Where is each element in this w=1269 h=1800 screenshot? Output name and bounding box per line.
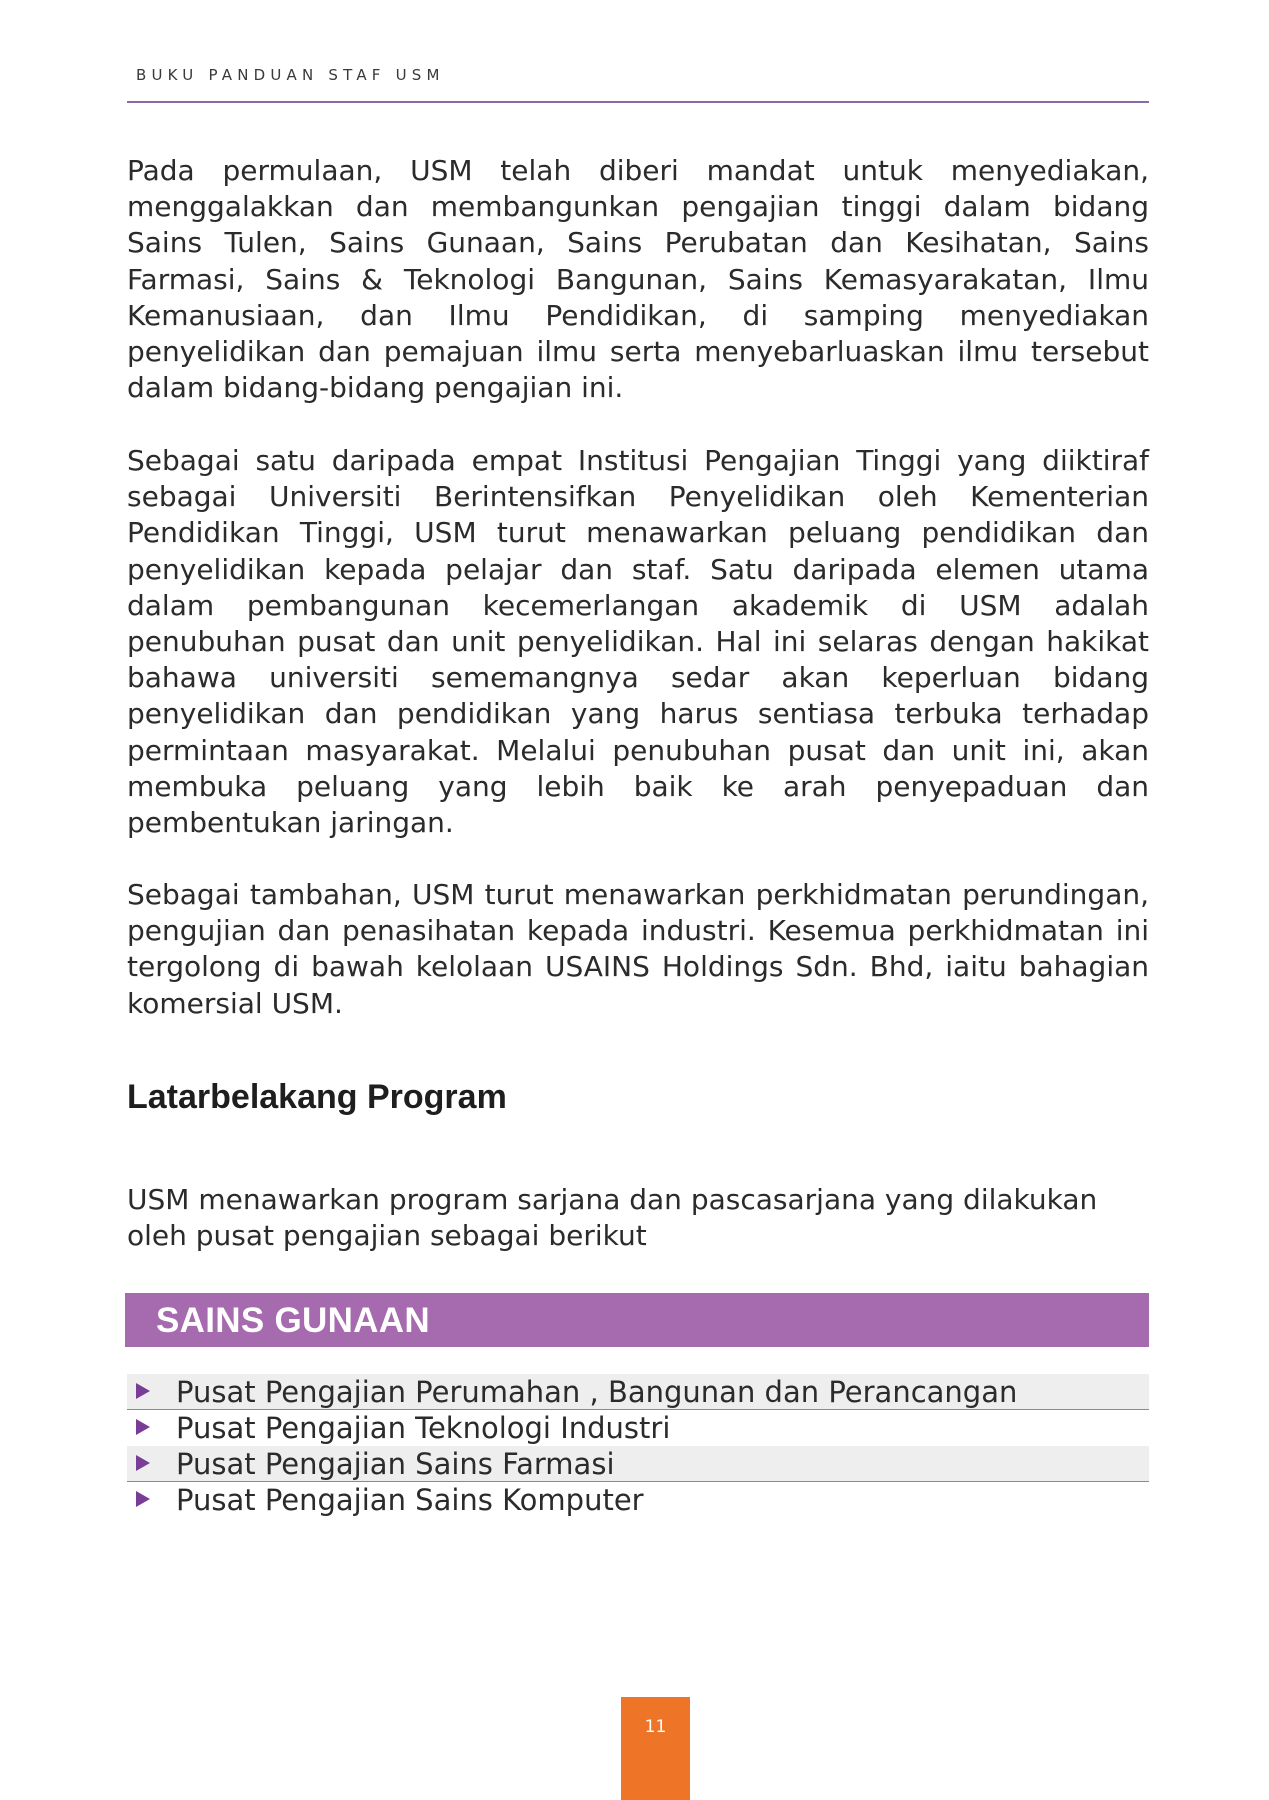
list-item: [127, 1374, 1149, 1410]
list-item: [127, 1482, 1149, 1518]
running-header: BUKU PANDUAN STAF USM: [136, 66, 445, 84]
list-item: [127, 1410, 1149, 1446]
list-item-label: Pusat Pengajian Sains Komputer: [176, 1483, 644, 1517]
paragraph-mandate: Pada permulaan, USM telah diberi mandat untuk menyediakan, menggalakkan dan membangunkan pengajian tinggi dalam bidang Sains Tulen, Sains Gunaan, Sains Perubatan dan Kesihatan, Sains Farmasi, Sains & Teknologi Bangunan, Sains Kemasyarakatan, Ilmu Kemanusiaan, dan Ilmu Pendidikan, di samping menyediakan penyelidikan dan pemajuan ilmu serta menyebarluaskan ilmu tersebut dalam bidang-bidang pengajian ini.: [127, 154, 1149, 405]
list-item-label: Pusat Pengajian Sains Farmasi: [176, 1447, 615, 1481]
school-list: [127, 1374, 1149, 1518]
triangle-bullet-icon: [136, 1383, 150, 1399]
list-item: [127, 1446, 1149, 1482]
category-title: SAINS GUNAAN: [156, 1301, 430, 1340]
section-title: Latarbelakang Program: [127, 1078, 507, 1116]
triangle-bullet-icon: [136, 1491, 150, 1507]
paragraph-research-university: Sebagai satu daripada empat Institusi Pengajian Tinggi yang diiktiraf sebagai Universiti Berintensifkan Penyelidikan oleh Kementerian Pendidikan Tinggi, USM turut menawarkan peluang pendidikan dan penyelidikan kepada pelajar dan staf. Satu daripada elemen utama dalam pembangunan kecemerlangan akademik di USM adalah penubuhan pusat dan unit penyelidikan. Hal ini selaras dengan hakikat bahawa universiti sememangnya sedar akan keperluan bidang penyelidikan dan pendidikan yang harus sentiasa terbuka terhadap permintaan masyarakat. Melalui penubuhan pusat dan unit ini, akan membuka peluang yang lebih baik ke arah penyepaduan dan pembentukan jaringan.: [127, 444, 1149, 840]
section-intro: USM menawarkan program sarjana dan pascasarjana yang dilakukan oleh pusat pengajian sebagai berikut: [127, 1183, 1098, 1253]
triangle-bullet-icon: [136, 1455, 150, 1471]
page-number-tab: [621, 1697, 690, 1800]
header-divider: [127, 101, 1149, 103]
paragraph-consulting-services: Sebagai tambahan, USM turut menawarkan perkhidmatan perundingan, pengujian dan penasihatan kepada industri. Kesemua perkhidmatan ini tergolong di bawah kelolaan USAINS Holdings Sdn. Bhd, iaitu bahagian komersial USM.: [127, 878, 1149, 1020]
category-band: [125, 1293, 1149, 1347]
list-item-label: Pusat Pengajian Perumahan , Bangunan dan Perancangan: [176, 1375, 1018, 1409]
page-number: 11: [644, 1717, 667, 1737]
triangle-bullet-icon: [136, 1419, 150, 1435]
list-item-label: Pusat Pengajian Teknologi Industri: [176, 1411, 671, 1445]
